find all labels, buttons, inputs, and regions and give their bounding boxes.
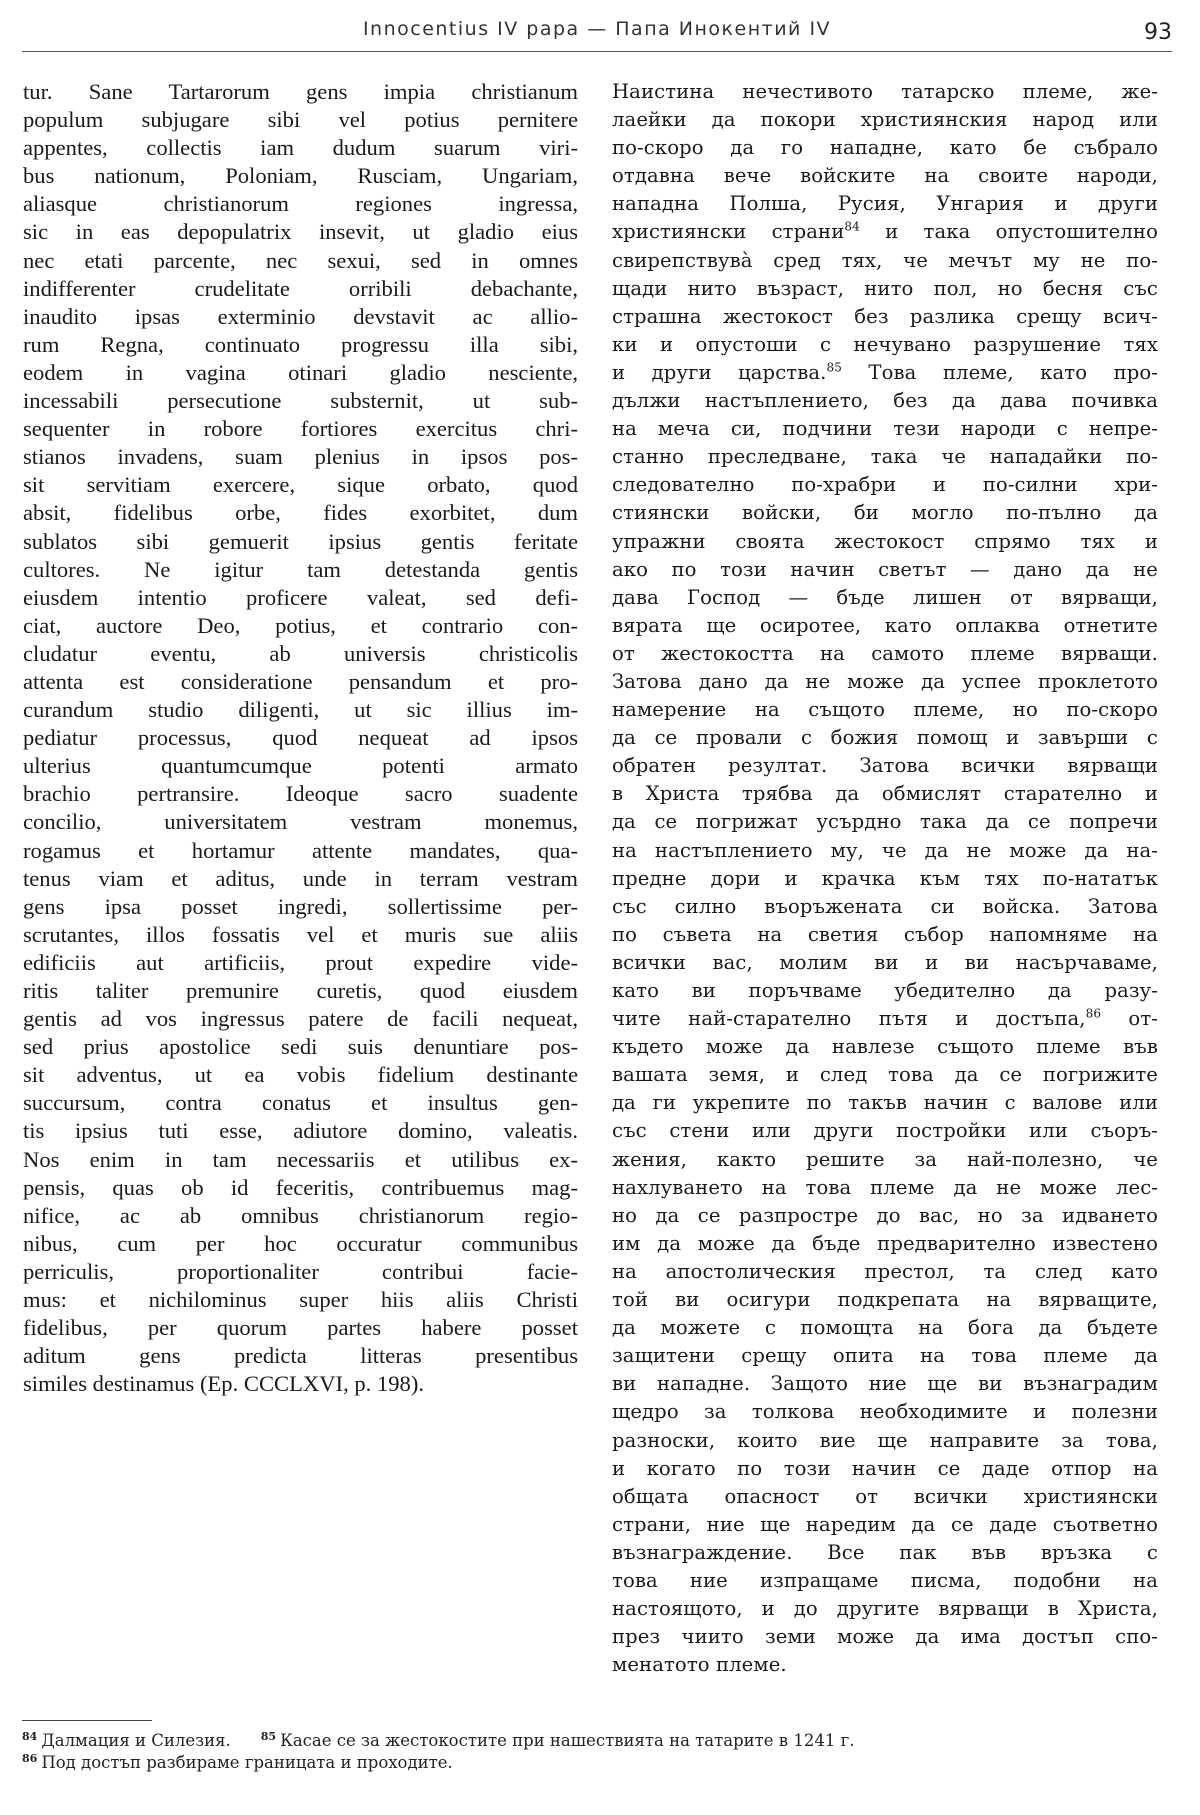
latin-text-column: [23, 78, 578, 1398]
latin-line: brachio pertransire. Ideoque sacro suadente: [23, 781, 578, 807]
footnote-reference: 85: [826, 360, 842, 375]
bulgarian-line-text: като ви поръчваме убедително да разу-: [612, 979, 1158, 1002]
bulgarian-line: [612, 1146, 1158, 1174]
bulgarian-line-text: разноски, които вие ще направите за това,: [612, 1428, 1158, 1452]
latin-line: ritis taliter premunire curetis, quod eiusdem: [23, 978, 578, 1003]
bulgarian-line-text: той ви осигури подкрепата на вярващите,: [612, 1288, 1158, 1312]
bulgarian-line-text: защитени срещу опита на това племе да: [612, 1344, 1158, 1368]
latin-line: tis ipsius tuti esse, adiutore domino, valeatis.: [23, 1118, 578, 1144]
bulgarian-line: [612, 865, 1158, 893]
footnote-line-1: [22, 1730, 1172, 1752]
bulgarian-line: [612, 1651, 1158, 1679]
bulgarian-line-text: по-скоро да го нападне, като бе събрало: [612, 136, 1158, 160]
latin-line: aliasque christianorum regiones ingressa,: [23, 191, 578, 217]
bulgarian-line-text: щедро за толкова необходимите и полезни: [612, 1400, 1158, 1424]
latin-line: nibus, cum per hoc occuratur communibus: [23, 1230, 578, 1256]
latin-line: tur. Sane Tartarorum gens impia christianum: [23, 79, 578, 104]
bulgarian-line: [612, 808, 1158, 836]
latin-line: sublatos sibi gemuerit ipsius gentis feritate: [23, 528, 578, 554]
bulgarian-line: [612, 1342, 1158, 1370]
bulgarian-line: [612, 1230, 1158, 1258]
header-rule: [22, 51, 1172, 52]
bulgarian-line-text: упражни своята жестокост спрямо тях и: [612, 529, 1158, 553]
bulgarian-line: [612, 1033, 1158, 1061]
bulgarian-line: [612, 359, 1158, 387]
bulgarian-line: [612, 1174, 1158, 1202]
bulgarian-line-text: по съвета на светия събор напомняме на: [612, 922, 1158, 946]
bulgarian-line: [612, 837, 1158, 865]
page-header: [22, 16, 1172, 50]
bulgarian-line-text: обратен резултат. Затова всички вярващи: [612, 754, 1158, 778]
bulgarian-line: [612, 1286, 1158, 1314]
bulgarian-line: [612, 190, 1158, 218]
bulgarian-line: [612, 499, 1158, 527]
bulgarian-line: [612, 584, 1158, 612]
bulgarian-line: [612, 556, 1158, 584]
bulgarian-line: [612, 1623, 1158, 1651]
page-number: 93: [1144, 20, 1172, 45]
bulgarian-line: [612, 443, 1158, 471]
latin-line: gentis ad vos ingressus patere de facili nequeat,: [23, 1006, 578, 1032]
bulgarian-line-text: на меча си, подчини тези народи с непре-: [612, 417, 1158, 441]
latin-line: gens ipsa posset ingredi, sollertissime per-: [23, 893, 578, 919]
bulgarian-line-text: където може да навлезе същото племе във: [612, 1035, 1158, 1059]
bulgarian-line: [612, 134, 1158, 162]
latin-line: stianos invadens, suam plenius in ipsos pos-: [23, 444, 578, 470]
latin-line: aditum gens predicta litteras presentibus: [23, 1343, 578, 1369]
bulgarian-line-text: свирепствувà сред тях, че мечът му не по-: [612, 248, 1158, 272]
bulgarian-translation-column: [612, 78, 1158, 1679]
latin-line: similes destinamus (Ep. CCCLXVI, p. 198).: [23, 1371, 425, 1397]
bulgarian-line-text: да се погрижат усърдно така да се попречи: [612, 810, 1158, 834]
bulgarian-line-text: в Христа трябва да обмислят старателно и: [612, 782, 1158, 806]
bulgarian-line-text: на апостолическия престол, та след като: [612, 1259, 1158, 1283]
footnotes: [22, 1730, 1172, 1774]
bulgarian-line-text: Затова дано да не може да успее проклетото: [612, 669, 1158, 693]
footnote-reference: 86: [1085, 1006, 1102, 1021]
bulgarian-line: [612, 1202, 1158, 1230]
latin-line: indifferenter crudelitate orribili debachante,: [23, 275, 578, 301]
bulgarian-line: [612, 696, 1158, 724]
bulgarian-line-text: дава Господ — бъде лишен от вярващи,: [612, 585, 1158, 609]
bulgarian-line: [612, 162, 1158, 190]
bulgarian-line-text: станно преследване, така че нападайки по-: [612, 445, 1158, 469]
bulgarian-line: [612, 387, 1158, 415]
bulgarian-line-text: настоящото, и до другите вярващи в Христа,: [612, 1597, 1158, 1621]
bulgarian-line: [612, 724, 1158, 752]
latin-line: mus: et nichilominus super hiis aliis Christi: [23, 1287, 578, 1313]
bulgarian-line-text: всички вас, молим ви и ви насърчаваме,: [612, 950, 1158, 974]
latin-line: inaudito ipsas exterminio devstavit ac allio-: [23, 303, 578, 329]
bulgarian-line-text: да можете с помощта на бога да бъдете: [612, 1316, 1158, 1340]
bulgarian-line: [612, 1483, 1158, 1511]
bulgarian-line: [612, 612, 1158, 640]
bulgarian-line: [612, 1005, 1158, 1033]
bulgarian-line-text: със силно въоръжената си войска. Затова: [612, 894, 1158, 918]
bulgarian-line-text: щади нито възраст, нито пол, но бесня със: [612, 276, 1158, 300]
bulgarian-line-text: жения, както решите за най-полезно, че: [612, 1147, 1158, 1171]
latin-line: fidelibus, per quorum partes habere posset: [23, 1315, 578, 1341]
latin-line: eodem in vagina otinari gladio nesciente,: [23, 359, 578, 385]
latin-line: sed prius apostolice sedi suis denuntiare pos-: [23, 1034, 578, 1060]
footnote-84-marker: 84: [22, 1729, 38, 1743]
bulgarian-line: [612, 1117, 1158, 1145]
bulgarian-line: [612, 1539, 1158, 1567]
bulgarian-line-text: със стени или други постройки или съоръ-: [612, 1119, 1158, 1143]
bulgarian-line-text: менатото племе.: [612, 1653, 787, 1677]
bulgarian-line-text: да се провали с божия помощ и завърши с: [612, 726, 1158, 750]
bulgarian-line: [612, 247, 1158, 275]
footnote-86-text: Под достъп разбираме границата и проходите.: [41, 1753, 453, 1772]
bulgarian-line-text: и други царства.: [612, 360, 827, 384]
bulgarian-line-text: общата опасност от всички християнски: [612, 1484, 1158, 1508]
latin-line: absit, fidelibus orbe, fides exorbitet, dum: [23, 500, 578, 526]
bulgarian-line: [612, 1370, 1158, 1398]
latin-line: eiusdem intentio proficere valeat, sed defi-: [23, 584, 578, 610]
bulgarian-line-text: да ги укрепите по такъв начин с валове или: [612, 1091, 1158, 1115]
bulgarian-line-text: през чиито земи може да има достъп спо-: [612, 1625, 1158, 1649]
bulgarian-line-text: християнски страни: [612, 220, 845, 244]
bulgarian-line: [612, 1427, 1158, 1455]
bulgarian-line: [612, 106, 1158, 134]
bulgarian-line: [612, 1314, 1158, 1342]
bulgarian-line-text: ви нападне. Защото ние ще ви възнаградим: [612, 1372, 1158, 1396]
latin-line: rum Regna, continuato progressu illa sibi,: [23, 331, 578, 357]
latin-line: cultores. Ne igitur tam detestanda gentis: [23, 556, 578, 582]
bulgarian-line-text: предне дори и крачка към тях по-нататък: [612, 866, 1158, 890]
bulgarian-line: [612, 780, 1158, 808]
bulgarian-line-text: страшна жестокост без разлика срещу всич-: [612, 304, 1158, 328]
bulgarian-line: [612, 1511, 1158, 1539]
bulgarian-line-text: ако по този начин светът — дано да не: [612, 557, 1158, 581]
bulgarian-line: [612, 1398, 1158, 1426]
bulgarian-line: [612, 752, 1158, 780]
footnote-85-text: Касае се за жестокостите при нашествията на татарите в 1241 г.: [280, 1731, 855, 1750]
bulgarian-line-text: вярата ще осиротее, като оплаква отнетите: [612, 613, 1158, 637]
latin-line: bus nationum, Poloniam, Rusciam, Ungariam,: [23, 163, 578, 189]
latin-line: attenta est consideratione pensandum et pro-: [23, 668, 578, 694]
latin-line: populum subjugare sibi vel potius pernitere: [23, 107, 578, 133]
latin-line: sic in eas depopulatrix insevit, ut gladio eius: [23, 219, 578, 245]
bulgarian-line-text: от жестокостта на самото племе вярващи.: [612, 641, 1158, 665]
latin-line: ciat, auctore Deo, potius, et contrario con-: [23, 612, 578, 638]
bulgarian-line: [612, 1061, 1158, 1089]
bulgarian-line: [612, 78, 1158, 106]
bulgarian-line-text: и когато по този начин се даде отпор на: [612, 1456, 1158, 1480]
bulgarian-line: [612, 1455, 1158, 1483]
bulgarian-line: [612, 275, 1158, 303]
bulgarian-line: [612, 1258, 1158, 1286]
bulgarian-line-text: нападна Полша, Русия, Унгария и други: [612, 192, 1158, 216]
latin-line: nifice, ac ab omnibus christianorum regio-: [23, 1202, 578, 1228]
footnote-reference: 84: [844, 219, 860, 234]
footnote-line-2: [22, 1752, 1172, 1774]
latin-line: cludatur eventu, ab universis christicolis: [23, 640, 578, 666]
latin-line: edificiis aut artificiis, prout expedire vide-: [23, 949, 578, 975]
latin-line: pensis, quas ob id feceritis, contribuemus mag-: [23, 1174, 578, 1200]
latin-line: sit adventus, ut ea vobis fidelium destinante: [23, 1062, 578, 1088]
latin-line: rogamus et hortamur attente mandates, qua-: [23, 837, 578, 863]
bulgarian-line-text: отдавна вече войските на своите народи,: [612, 164, 1158, 188]
footnote-84-text: Далмация и Силезия.: [41, 1731, 231, 1750]
bulgarian-line-text: чите най-старателно пътя и достъпа,: [612, 1007, 1086, 1031]
bulgarian-line-text: лаейки да покори християнския народ или: [612, 108, 1158, 132]
bulgarian-line: [612, 640, 1158, 668]
bulgarian-line: [612, 471, 1158, 499]
bulgarian-line-text: Наистина нечестивото татарско племе, же-: [612, 80, 1158, 103]
latin-line: tenus viam et aditus, unde in terram vestram: [23, 865, 578, 891]
bulgarian-line: [612, 893, 1158, 921]
bulgarian-line-text: и така опустошително: [859, 220, 1158, 244]
bulgarian-line: [612, 218, 1158, 246]
latin-line: pediatur processus, quod nequeat ad ipsos: [23, 725, 578, 751]
latin-line: appentes, collectis iam dudum suarum viri-: [23, 135, 578, 161]
bulgarian-line-text: нахлуването на това племе да не може лес-: [612, 1175, 1158, 1199]
bulgarian-line: [612, 528, 1158, 556]
bulgarian-line-text: възнаграждение. Все пак във връзка с: [612, 1540, 1158, 1564]
running-head: Innocentius IV papa — Папа Инокентий IV: [362, 18, 832, 40]
bulgarian-line: [612, 1089, 1158, 1117]
bulgarian-line: [612, 303, 1158, 331]
latin-line: sit servitiam exercere, sique orbato, quod: [23, 472, 578, 498]
bulgarian-line-text: вашата земя, и след това да се погрижите: [612, 1063, 1158, 1087]
bulgarian-line-text: но да се разпростре до вас, но за идването: [612, 1203, 1158, 1227]
latin-line: curandum studio diligenti, ut sic illius im-: [23, 697, 578, 723]
latin-line: incessabili persecutione substernit, ut sub-: [23, 388, 578, 414]
bulgarian-line-text: това ние изпращаме писма, подобни на: [612, 1568, 1158, 1592]
bulgarian-line-text: от-: [1101, 1007, 1158, 1031]
latin-line: perriculis, proportionaliter contribui facie-: [23, 1258, 578, 1284]
bulgarian-line: [612, 668, 1158, 696]
bulgarian-line: [612, 949, 1158, 977]
latin-line: concilio, universitatem vestram monemus,: [23, 809, 578, 835]
bulgarian-line-text: дължи настъплението, без да дава почивка: [612, 389, 1158, 413]
bulgarian-line-text: следователно по-храбри и по-силни хри-: [612, 473, 1158, 497]
footnote-rule: [22, 1720, 152, 1721]
bulgarian-line-text: Това племе, като про-: [841, 360, 1158, 384]
bulgarian-line-text: страни, ние ще наредим да се даде съответно: [612, 1512, 1158, 1536]
footnote-86-marker: 86: [22, 1751, 38, 1765]
bulgarian-line-text: на настъплението му, че да не може да на-: [612, 838, 1158, 862]
bulgarian-line: [612, 1595, 1158, 1623]
bulgarian-line: [612, 977, 1158, 1005]
footnote-85-marker: 85: [260, 1729, 277, 1743]
latin-line: ulterius quantumcumque potenti armato: [23, 753, 578, 779]
bulgarian-line-text: стиянски войски, би могло по-пълно да: [612, 501, 1158, 525]
latin-line: succursum, contra conatus et insultus gen-: [23, 1090, 578, 1116]
bulgarian-line: [612, 331, 1158, 359]
latin-line: sequenter in robore fortiores exercitus chri-: [23, 416, 578, 442]
bulgarian-line-text: им да може да бъде предварително известено: [612, 1231, 1158, 1255]
latin-line: Nos enim in tam necessariis et utilibus ex-: [23, 1146, 578, 1172]
bulgarian-line: [612, 921, 1158, 949]
bulgarian-line: [612, 1567, 1158, 1595]
latin-line: scrutantes, illos fossatis vel et muris sue aliis: [23, 921, 578, 947]
bulgarian-line-text: намерение на същото племе, но по-скоро: [612, 698, 1158, 722]
latin-line: nec etati parcente, nec sexui, sed in omnes: [23, 247, 578, 273]
bulgarian-line: [612, 415, 1158, 443]
bulgarian-line-text: ки и опустоши с нечувано разрушение тях: [612, 332, 1158, 356]
